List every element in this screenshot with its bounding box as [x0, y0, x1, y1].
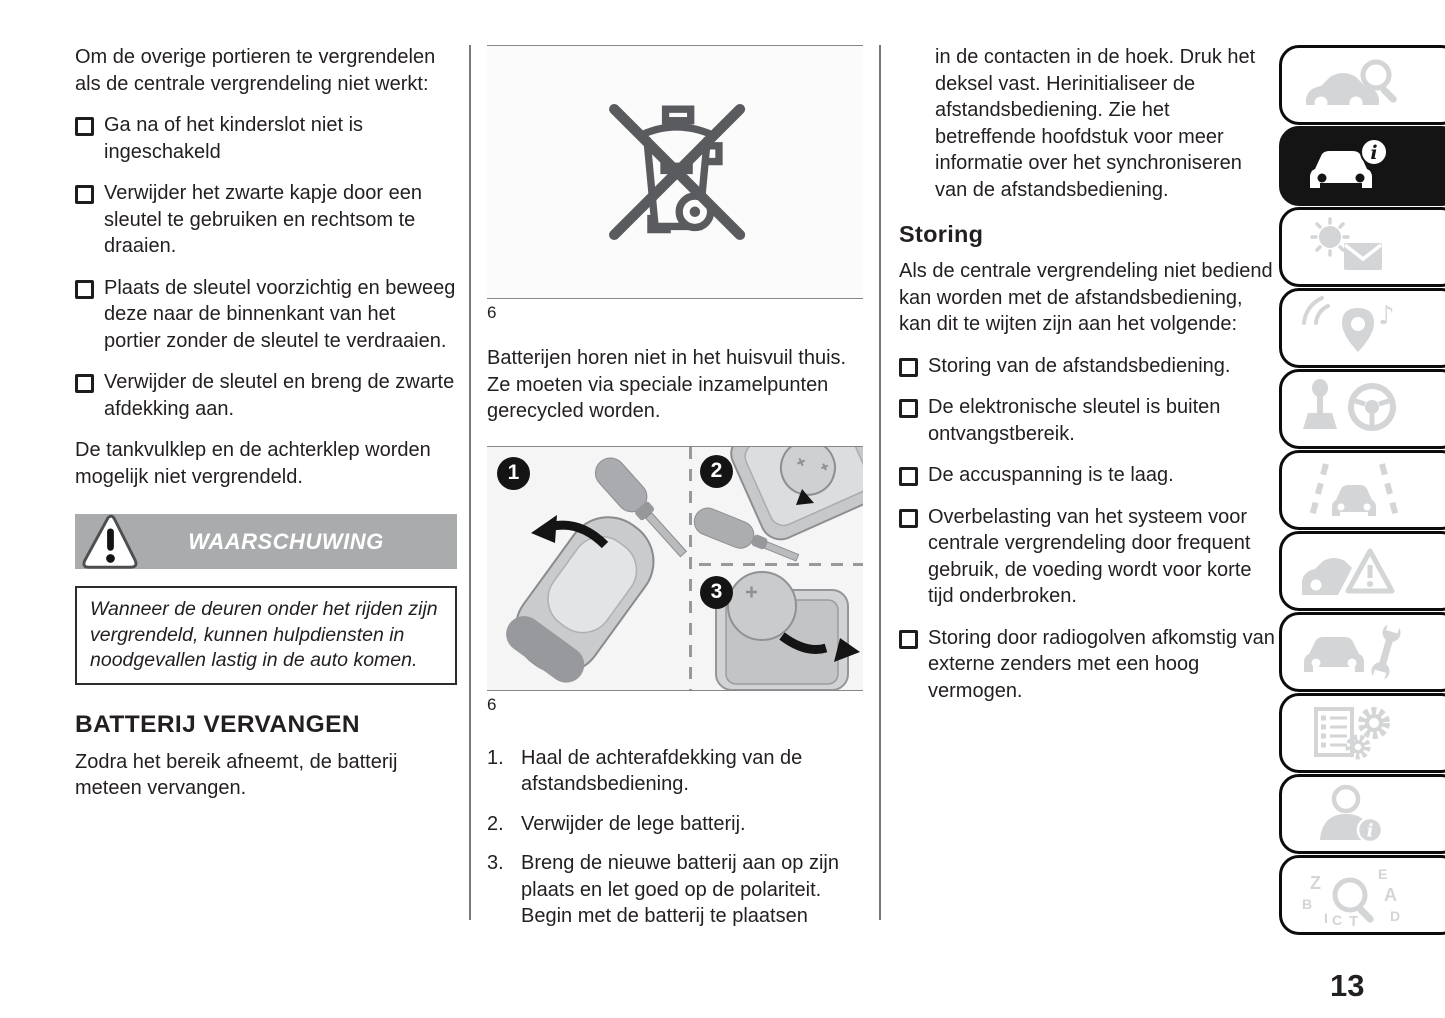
index-letter: D — [1390, 908, 1401, 924]
car-warning-triangle-icon — [1294, 539, 1414, 603]
sidebar-tab-customer-info[interactable] — [1279, 774, 1445, 854]
figure-bottom-rule — [487, 690, 863, 691]
step-number: 2. — [487, 812, 504, 835]
checklist-item-text: De elektronische sleutel is buiten ontvangstbereik. — [928, 396, 1221, 445]
checkbox-bullet-icon — [75, 117, 94, 136]
figure-bottom-rule — [487, 298, 863, 299]
step-number: 1. — [487, 746, 504, 769]
column-divider — [469, 45, 471, 920]
section-heading: BATTERIJ VERVANGEN — [75, 710, 360, 738]
index-letter: E — [1378, 866, 1388, 882]
sidebar-tab-starting-driving[interactable] — [1279, 369, 1445, 449]
warning-banner-title: WAARSCHUWING — [188, 528, 384, 554]
alphabetical-index-icon — [1294, 863, 1414, 927]
section-paragraph: Zodra het bereik afneemt, de batterij meteen vervangen. — [75, 750, 398, 799]
sidebar-tab-technical-data[interactable] — [1279, 693, 1445, 773]
navigation-pin-music-icon — [1294, 296, 1414, 360]
gearshift-steering-wheel-icon — [1294, 377, 1414, 441]
index-letter: T — [1349, 913, 1359, 927]
sidebar-tab-car-info[interactable] — [1279, 126, 1445, 206]
checklist-item-text: Plaats de sleutel voorzichtig en beweeg deze naar de binnenkant van het portier zonder de sleutel te verdraaien. — [104, 276, 456, 352]
figure-step-badge: 3 — [700, 576, 733, 609]
figure-caption: 6 — [487, 303, 497, 322]
car-search-icon — [1294, 53, 1414, 117]
checkbox-bullet-icon — [899, 467, 918, 486]
music-note-icon: ♪ — [1378, 301, 1395, 331]
checklist-item — [899, 462, 1275, 489]
checkbox-bullet-icon — [75, 374, 94, 393]
checklist-item-text: Storing van de afstandsbediening. — [928, 354, 1231, 377]
middle-column — [487, 45, 863, 930]
step-number: 3. — [487, 852, 504, 874]
column-divider — [879, 45, 881, 920]
checklist-item — [75, 112, 457, 165]
document-gears-icon — [1294, 701, 1414, 765]
figure-step-badge: 1 — [497, 457, 530, 490]
left-column — [75, 44, 457, 802]
step-item — [487, 811, 863, 838]
right-column — [899, 44, 1275, 704]
step-text: Haal de achterafdekking van de afstandsbediening. — [521, 746, 803, 795]
checklist-item-text: Verwijder de sleutel en breng de zwarte afdekking aan. — [104, 371, 455, 420]
info-char: i — [1370, 142, 1378, 164]
checkbox-bullet-icon — [899, 399, 918, 418]
note-paragraph: De tankvulklep en de achterklep worden mogelijk niet vergrendeld. — [75, 439, 431, 488]
figure-step-badge: 2 — [700, 455, 733, 488]
car-info-icon — [1294, 134, 1414, 198]
info-char: i — [1366, 820, 1374, 842]
checklist-item — [899, 394, 1275, 447]
index-letter: A — [1384, 885, 1397, 905]
sidebar-tab-service-maintenance[interactable] — [1279, 612, 1445, 692]
checklist-item — [75, 275, 457, 355]
checklist-item-text: Storing door radiogolven afkomstig van externe zenders met een hoog vermogen. — [928, 626, 1275, 702]
checkbox-bullet-icon — [75, 185, 94, 204]
warning-box-text: Wanneer de deuren onder het rijden zijn vergrendeld, kunnen hulpdiensten in noodgevallen lastig in de auto komen. — [90, 598, 438, 671]
checklist-item — [899, 353, 1275, 380]
checkbox-bullet-icon — [899, 358, 918, 377]
sidebar-tab-driver-assistance[interactable] — [1279, 450, 1445, 530]
storing-heading: Storing — [899, 221, 984, 247]
page-number: 13 — [1330, 968, 1365, 1003]
figure-key-battery-replacement — [487, 447, 863, 690]
crossed-out-wheeled-bin-icon — [586, 83, 764, 261]
checklist-item-text: Overbelasting van het systeem voor centrale vergrendeling door frequent gebruik, de voeding wordt voor korte tijd onderbroken. — [928, 505, 1252, 607]
index-letter: I — [1324, 910, 1328, 926]
numbered-steps — [487, 745, 863, 930]
sidebar-tab-multimedia-navigation[interactable] — [1279, 288, 1445, 368]
figure-battery-disposal — [487, 46, 863, 298]
checkbox-bullet-icon — [899, 630, 918, 649]
step-item — [487, 850, 863, 930]
checklist-item — [75, 369, 457, 422]
checklist-item — [75, 180, 457, 260]
warning-banner — [75, 514, 457, 569]
checkbox-bullet-icon — [899, 509, 918, 528]
checklist-item-text: Ga na of het kinderslot niet is ingeschakeld — [104, 114, 364, 163]
car-wrench-icon — [1294, 620, 1414, 684]
continuation-paragraph: in de contacten in de hoek. Druk het deksel vast. Herinitialiseer de afstandsbediening. Zie het betreffende hoofdstuk voor meer informatie over het synchroniseren van de afstandsbediening. — [935, 46, 1256, 201]
step-item — [487, 745, 863, 798]
figure-caption: 6 — [487, 694, 497, 714]
warning-light-message-icon — [1294, 215, 1414, 279]
recycle-paragraph: Batterijen horen niet in het huisvuil thuis. Ze moeten via speciale inzamelpunten gerecycled worden. — [487, 347, 847, 422]
index-letter: Z — [1310, 873, 1321, 893]
figure-panel-divider — [689, 447, 692, 690]
checkbox-bullet-icon — [75, 280, 94, 299]
index-letter: C — [1332, 912, 1343, 927]
checklist-item — [899, 625, 1275, 705]
step-text: Verwijder de lege batterij. — [521, 812, 746, 835]
checklist-item-text: Verwijder het zwarte kapje door een sleutel te gebruiken en rechtsom te draaien. — [104, 182, 422, 257]
index-letter: B — [1302, 896, 1313, 912]
sidebar-tab-emergency[interactable] — [1279, 531, 1445, 611]
warning-box — [75, 586, 457, 685]
figure-panel-divider — [699, 563, 863, 566]
intro-paragraph: Om de overige portieren te vergrendelen als de centrale vergrendeling niet werkt: — [75, 46, 436, 95]
chapter-tab-bar — [1270, 0, 1445, 1018]
warning-triangle-icon — [79, 512, 141, 572]
step-text: Breng de nieuwe batterij aan op zijn plaats en let goed op de polariteit. Begin met de batterij te plaatsen — [521, 852, 839, 927]
checklist-item-text: De accuspanning is te laag. — [928, 464, 1174, 486]
person-info-icon — [1294, 782, 1414, 846]
sidebar-tab-car-search[interactable] — [1279, 45, 1445, 125]
storing-intro: Als de centrale vergrendeling niet bediend kan worden met de afstandsbediening, kan dit te wijten zijn aan het volgende: — [899, 260, 1273, 335]
sidebar-tab-warning-lights-messages[interactable] — [1279, 207, 1445, 287]
car-lane-road-icon — [1294, 458, 1414, 522]
checklist-item — [899, 504, 1275, 610]
sidebar-tab-alphabetical-index[interactable] — [1279, 855, 1445, 935]
